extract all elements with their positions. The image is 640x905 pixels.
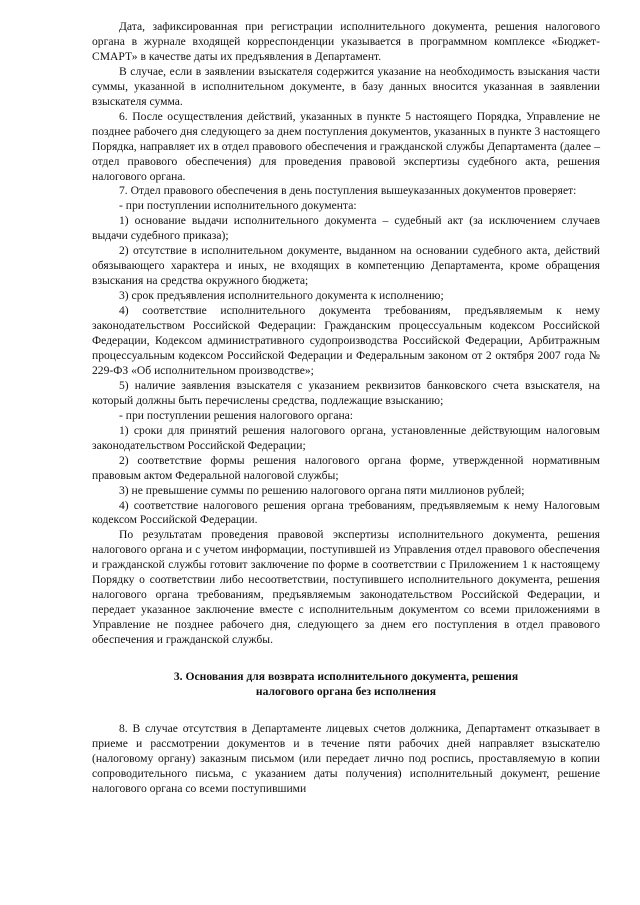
paragraph-tax-check-3: 3) не превышение суммы по решению налогового органа пяти миллионов рублей;: [119, 483, 525, 497]
paragraph-item-6: 6. После осуществления действий, указанных в пункте 5 настоящего Порядка, Управление не позднее рабочего дня следующего за днем поступления документов, указанных в пункте 3 настоящего Порядка, направляет их в отдел правового обеспечения и гражданской службы Департамента (далее – отдел правового обеспечения) для проведения правовой экспертизы судебного акта, решения налогового органа.: [92, 109, 600, 183]
paragraph-exec-check-5: 5) наличие заявления взыскателя с указанием реквизитов банковского счета взыскателя, на который должны быть перечислены средства, подлежащие взысканию;: [92, 378, 600, 407]
section-heading-line-1: 3. Основания для возврата исполнительного документа, решения: [173, 670, 519, 684]
paragraph-exec-check-3: 3) срок предъявления исполнительного документа к исполнению;: [119, 289, 444, 303]
document-page: [92, 20, 600, 797]
section-heading-line-2: налогового органа без исполнения: [255, 684, 437, 698]
paragraph-partial-sum: В случае, если в заявлении взыскателя содержится указание на необходимость взыскания части суммы, указанной в исполнительном документе, в базу данных вносится указанная в заявлении взыскателя сумма.: [92, 64, 600, 108]
paragraph-item-7: 7. Отдел правового обеспечения в день поступления вышеуказанных документов проверяет:: [119, 184, 577, 198]
paragraph-tax-check-2: 2) соответствие формы решения налогового органа форме, утвержденной нормативным правовым актом Федеральной налоговой службы;: [92, 453, 600, 482]
paragraph-exec-check-4: 4) соответствие исполнительного документа требованиям, предъявляемым к нему законодательством Российской Федерации: Гражданским процессуальным кодексом Российской Федерации, Кодексом административного судопроизводства Российской Федерации, Арбитражным процессуальным кодексом Российской Федерации и Федеральным законом от 2 октября 2007 года № 229-ФЗ «Об исполнительном производстве»;: [92, 304, 600, 377]
paragraph-registration-date: Дата, зафиксированная при регистрации исполнительного документа, решения налогового органа в журнале входящей корреспонденции указывается в программном комплексе «Бюджет-СМАРТ» в качестве даты их предъявления в Департамент.: [92, 20, 600, 63]
paragraph-exec-check-1: 1) основание выдачи исполнительного документа – судебный акт (за исключением случаев выдачи судебного приказа);: [92, 214, 600, 243]
paragraph-tax-check-1: 1) сроки для принятий решения налогового органа, установленные действующим налоговым законодательством Российской Федерации;: [92, 423, 600, 452]
paragraph-item-8: 8. В случае отсутствия в Департаменте лицевых счетов должника, Департамент отказывает в приеме и рассмотрении документов и в течение пяти рабочих дней направляет взыскателю (налоговому органу) заказным письмом (или передает лично под роспись, проставляемую в копии сопроводительного письма, с указанием даты получения) исполнительный документ, решение налогового органа со всеми поступившими: [92, 721, 600, 795]
paragraph-tax-check-4: 4) соответствие налогового решения органа требованиям, предъявляемым к нему Налоговым кодексом Российской Федерации.: [92, 498, 600, 527]
section-heading: [92, 670, 600, 700]
paragraph-expertise-results: По результатам проведения правовой экспертизы исполнительного документа, решения налогового органа и с учетом информации, поступившей из Управления отдел правового обеспечения и гражданской службы готовит заключение по форме в соответствии с Приложением 1 к настоящему Порядку о соответствии либо несоответствии, поступившего исполнительного документа, решения налогового органа требованиям, предъявляемым законодательством Российской Федерации, и передает указанное заключение вместе с исполнительным документом со всеми приложениями в Управление не позднее рабочего дня, следующего за днем его поступления в отдел правового обеспечения и гражданской службы.: [92, 528, 600, 647]
paragraph-tax-decision-intro: - при поступлении решения налогового органа:: [119, 408, 354, 422]
paragraph-exec-check-2: 2) отсутствие в исполнительном документе, выданном на основании судебного акта, действий обязывающего характера и иных, не входящих в компетенцию Департамента, кроме обращения взыскания на средства окружного бюджета;: [92, 244, 600, 288]
paragraph-exec-doc-intro: - при поступлении исполнительного документа:: [119, 199, 357, 213]
